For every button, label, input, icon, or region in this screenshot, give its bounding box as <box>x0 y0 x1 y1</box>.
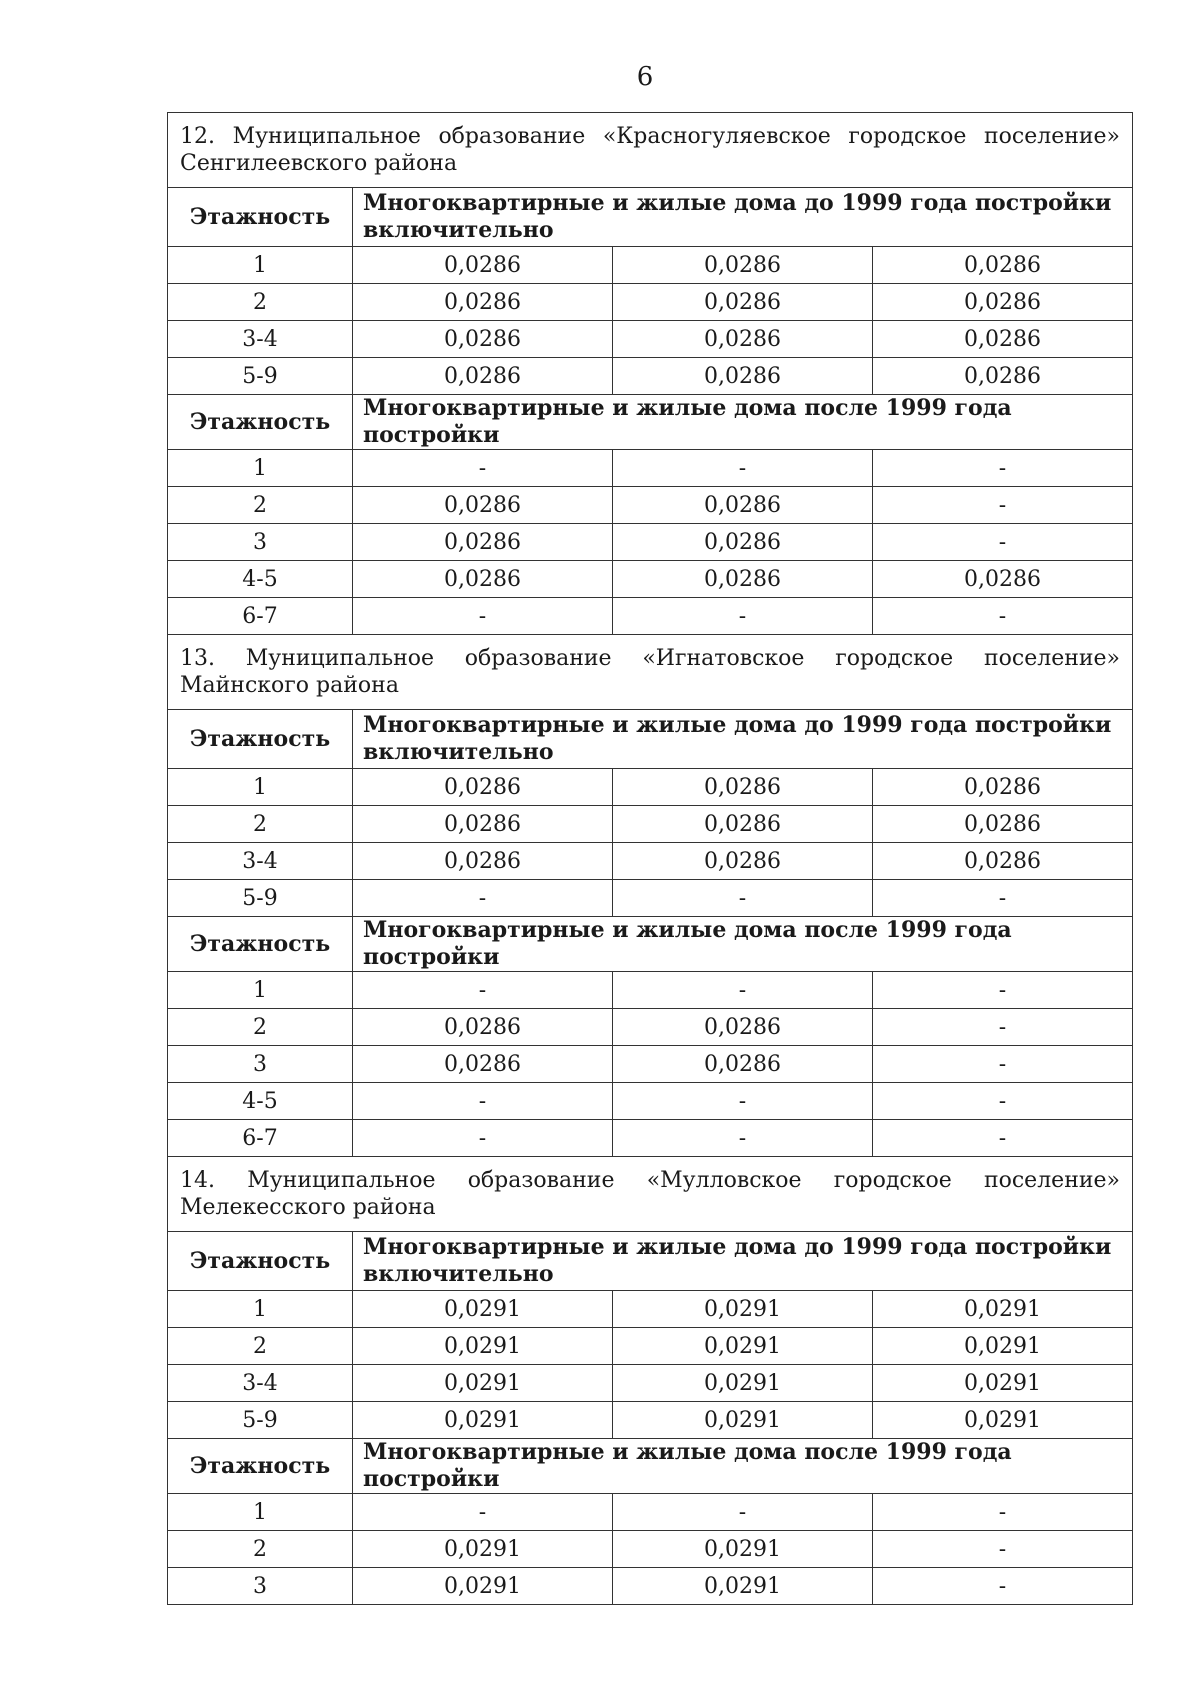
floor-cell: 1 <box>168 1494 353 1531</box>
value-cell: - <box>353 1083 613 1120</box>
value-cell: 0,0286 <box>353 806 613 843</box>
floors-label: Этажность <box>168 395 353 450</box>
value-cell: 0,0286 <box>353 487 613 524</box>
category-before-1999 <box>353 710 1133 769</box>
value-cell: - <box>873 524 1133 561</box>
category-header-row <box>168 395 1133 450</box>
value-cell: 0,0291 <box>873 1402 1133 1439</box>
floor-cell: 2 <box>168 806 353 843</box>
value-cell: 0,0291 <box>613 1531 873 1568</box>
value-cell: 0,0286 <box>353 524 613 561</box>
value-cell: - <box>873 1494 1133 1531</box>
value-cell: - <box>873 487 1133 524</box>
value-cell: 0,0286 <box>613 247 873 284</box>
value-cell: 0,0291 <box>613 1365 873 1402</box>
value-cell: 0,0286 <box>613 487 873 524</box>
value-cell: 0,0286 <box>353 321 613 358</box>
floor-cell: 1 <box>168 450 353 487</box>
value-cell: 0,0286 <box>353 247 613 284</box>
value-cell: 0,0286 <box>613 1009 873 1046</box>
table-row <box>168 972 1133 1009</box>
value-cell: - <box>613 880 873 917</box>
floor-cell: 2 <box>168 1531 353 1568</box>
value-cell: - <box>353 972 613 1009</box>
category-line2: включительно <box>363 217 554 243</box>
value-cell: 0,0286 <box>613 524 873 561</box>
value-cell: - <box>873 1531 1133 1568</box>
value-cell: 0,0291 <box>873 1291 1133 1328</box>
value-cell: 0,0291 <box>613 1328 873 1365</box>
floor-cell: 1 <box>168 972 353 1009</box>
section-title-row <box>168 1157 1133 1232</box>
table-row <box>168 524 1133 561</box>
section-title-line2: Мелекесского района <box>180 1195 436 1220</box>
value-cell: - <box>613 1083 873 1120</box>
value-cell: 0,0291 <box>353 1365 613 1402</box>
table-row <box>168 1402 1133 1439</box>
floors-label: Этажность <box>168 1439 353 1494</box>
value-cell: 0,0286 <box>353 843 613 880</box>
value-cell: 0,0286 <box>613 358 873 395</box>
table-row <box>168 1328 1133 1365</box>
value-cell: 0,0291 <box>873 1328 1133 1365</box>
table-row <box>168 598 1133 635</box>
floors-label: Этажность <box>168 917 353 972</box>
value-cell: 0,0286 <box>353 284 613 321</box>
table-row <box>168 1494 1133 1531</box>
category-header-row <box>168 710 1133 769</box>
value-cell: 0,0286 <box>613 561 873 598</box>
value-cell: - <box>613 598 873 635</box>
floors-label: Этажность <box>168 1232 353 1291</box>
tariff-table <box>167 112 1133 1605</box>
value-cell: - <box>873 1046 1133 1083</box>
value-cell: 0,0291 <box>353 1568 613 1605</box>
table-row <box>168 450 1133 487</box>
table-row <box>168 880 1133 917</box>
floor-cell: 4-5 <box>168 561 353 598</box>
value-cell: - <box>873 598 1133 635</box>
value-cell: 0,0286 <box>353 1046 613 1083</box>
category-line2: включительно <box>363 1261 554 1287</box>
floor-cell: 1 <box>168 247 353 284</box>
value-cell: - <box>353 880 613 917</box>
value-cell: 0,0286 <box>873 806 1133 843</box>
category-line1: Многоквартирные и жилые дома до 1999 года постройки <box>363 712 1112 738</box>
value-cell: - <box>873 1120 1133 1157</box>
table-row <box>168 247 1133 284</box>
value-cell: - <box>873 1083 1133 1120</box>
category-line1: Многоквартирные и жилые дома до 1999 года постройки <box>363 1234 1112 1260</box>
value-cell: 0,0291 <box>613 1291 873 1328</box>
table-row <box>168 561 1133 598</box>
section-title-line2: Майнского района <box>180 673 399 698</box>
floor-cell: 5-9 <box>168 358 353 395</box>
floor-cell: 1 <box>168 1291 353 1328</box>
table-row <box>168 1365 1133 1402</box>
category-after-1999: Многоквартирные и жилые дома после 1999 года постройки <box>353 917 1133 972</box>
floor-cell: 3-4 <box>168 1365 353 1402</box>
floors-label: Этажность <box>168 710 353 769</box>
value-cell: 0,0286 <box>613 321 873 358</box>
floor-cell: 3 <box>168 1568 353 1605</box>
value-cell: - <box>353 1494 613 1531</box>
value-cell: 0,0286 <box>353 561 613 598</box>
value-cell: 0,0286 <box>873 247 1133 284</box>
section-title-row <box>168 635 1133 710</box>
value-cell: 0,0286 <box>873 358 1133 395</box>
category-before-1999 <box>353 1232 1133 1291</box>
section-title-line1: 13. Муниципальное образование «Игнатовское городское поселение» <box>180 646 1121 671</box>
floor-cell: 5-9 <box>168 880 353 917</box>
value-cell: 0,0286 <box>873 321 1133 358</box>
category-line1: Многоквартирные и жилые дома до 1999 года постройки <box>363 190 1112 216</box>
value-cell: 0,0291 <box>353 1531 613 1568</box>
table-row <box>168 321 1133 358</box>
value-cell: - <box>353 450 613 487</box>
category-header-row <box>168 1232 1133 1291</box>
section-title-line1: 14. Муниципальное образование «Мулловское городское поселение» <box>180 1168 1121 1193</box>
table-row <box>168 1291 1133 1328</box>
value-cell: 0,0286 <box>873 769 1133 806</box>
value-cell: 0,0291 <box>353 1328 613 1365</box>
value-cell: 0,0286 <box>353 769 613 806</box>
category-line2: включительно <box>363 739 554 765</box>
section-title <box>168 113 1133 188</box>
value-cell: 0,0286 <box>873 561 1133 598</box>
floor-cell: 4-5 <box>168 1083 353 1120</box>
category-header-row <box>168 917 1133 972</box>
value-cell: - <box>613 1120 873 1157</box>
value-cell: 0,0291 <box>613 1568 873 1605</box>
floors-label: Этажность <box>168 188 353 247</box>
value-cell: 0,0286 <box>353 358 613 395</box>
table-row <box>168 1531 1133 1568</box>
section-title <box>168 1157 1133 1232</box>
value-cell: 0,0286 <box>613 284 873 321</box>
value-cell: 0,0291 <box>353 1402 613 1439</box>
section-title-line2: Сенгилеевского района <box>180 151 458 176</box>
table-row <box>168 1009 1133 1046</box>
table-row <box>168 487 1133 524</box>
floor-cell: 3-4 <box>168 321 353 358</box>
table-row <box>168 358 1133 395</box>
value-cell: 0,0286 <box>873 284 1133 321</box>
section-title-line1: 12. Муниципальное образование «Красногуляевское городское поселение» <box>180 124 1121 149</box>
value-cell: - <box>873 1009 1133 1046</box>
value-cell: 0,0286 <box>613 769 873 806</box>
floor-cell: 6-7 <box>168 1120 353 1157</box>
value-cell: - <box>873 1568 1133 1605</box>
value-cell: - <box>873 880 1133 917</box>
floor-cell: 2 <box>168 284 353 321</box>
category-header-row <box>168 188 1133 247</box>
floor-cell: 6-7 <box>168 598 353 635</box>
value-cell: 0,0286 <box>873 843 1133 880</box>
table-row <box>168 284 1133 321</box>
value-cell: - <box>613 450 873 487</box>
page-number: 6 <box>636 62 654 92</box>
section-title <box>168 635 1133 710</box>
value-cell: 0,0286 <box>613 806 873 843</box>
table-row <box>168 769 1133 806</box>
floor-cell: 3 <box>168 1046 353 1083</box>
category-after-1999: Многоквартирные и жилые дома после 1999 года постройки <box>353 1439 1133 1494</box>
floor-cell: 3-4 <box>168 843 353 880</box>
value-cell: 0,0291 <box>873 1365 1133 1402</box>
category-after-1999: Многоквартирные и жилые дома после 1999 года постройки <box>353 395 1133 450</box>
table-row <box>168 1568 1133 1605</box>
value-cell: - <box>873 450 1133 487</box>
value-cell: - <box>353 1120 613 1157</box>
value-cell: - <box>353 598 613 635</box>
value-cell: 0,0286 <box>613 1046 873 1083</box>
floor-cell: 5-9 <box>168 1402 353 1439</box>
category-header-row <box>168 1439 1133 1494</box>
floor-cell: 2 <box>168 487 353 524</box>
value-cell: - <box>613 972 873 1009</box>
floor-cell: 2 <box>168 1009 353 1046</box>
value-cell: 0,0291 <box>613 1402 873 1439</box>
value-cell: 0,0286 <box>353 1009 613 1046</box>
value-cell: - <box>613 1494 873 1531</box>
floor-cell: 2 <box>168 1328 353 1365</box>
value-cell: 0,0286 <box>613 843 873 880</box>
section-title-row <box>168 113 1133 188</box>
value-cell: 0,0291 <box>353 1291 613 1328</box>
floor-cell: 1 <box>168 769 353 806</box>
floor-cell: 3 <box>168 524 353 561</box>
table-row <box>168 1083 1133 1120</box>
category-before-1999 <box>353 188 1133 247</box>
table-row <box>168 806 1133 843</box>
table-row <box>168 843 1133 880</box>
table-row <box>168 1120 1133 1157</box>
table-row <box>168 1046 1133 1083</box>
value-cell: - <box>873 972 1133 1009</box>
